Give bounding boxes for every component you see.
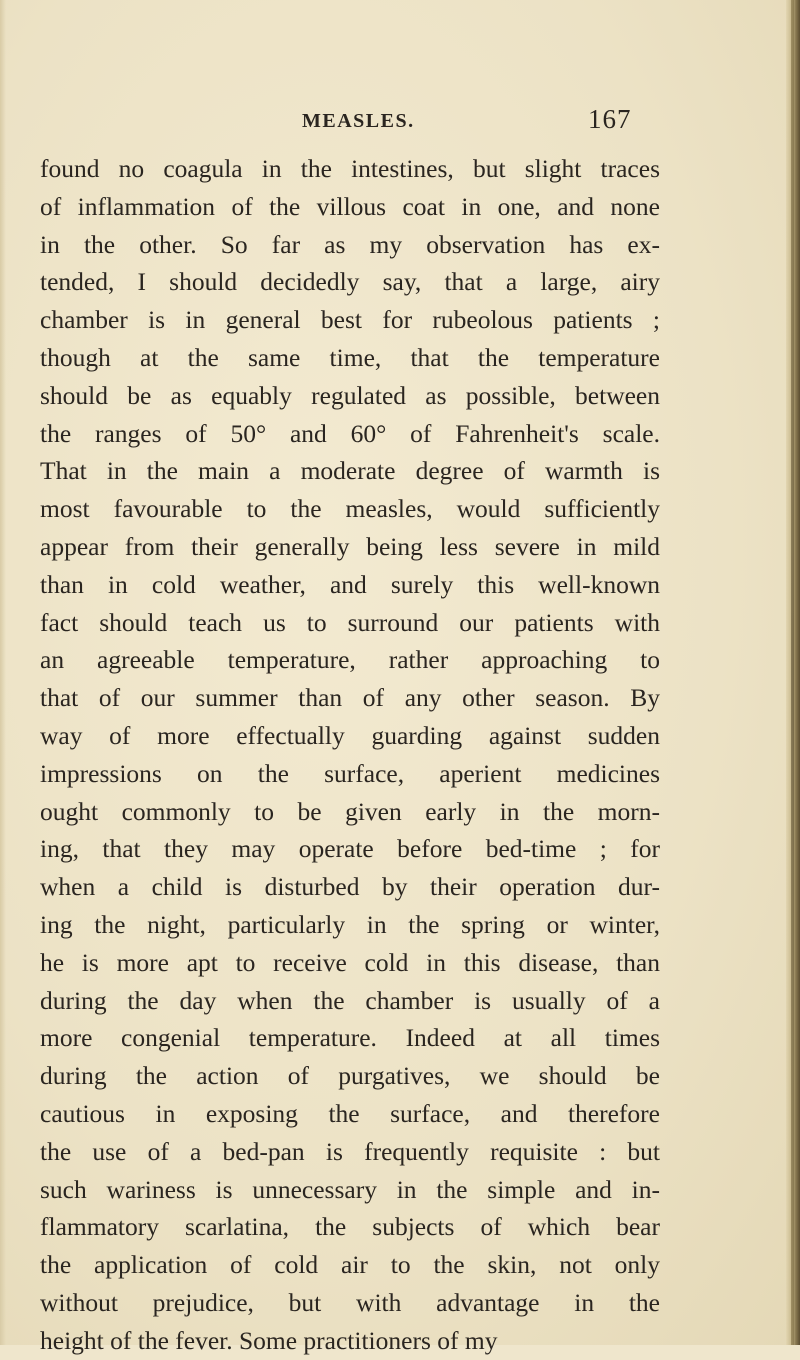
text-line: cautious in exposing the surface, and therefore: [40, 1098, 660, 1128]
text-line: ing the night, particularly in the spring or winter,: [40, 909, 660, 939]
text-line: chamber is in general best for rubeolous patients ;: [40, 305, 660, 335]
text-line: height of the fever. Some practitioners of my: [40, 1325, 498, 1355]
text-line: impressions on the surface, aperient medicines: [40, 758, 660, 788]
text-line: the use of a bed-pan is frequently requisite : but: [40, 1136, 660, 1166]
text-line: without prejudice, but with advantage in the: [40, 1287, 660, 1317]
text-line: an agreeable temperature, rather approaching to: [40, 645, 660, 675]
text-line: when a child is disturbed by their operation dur-: [40, 872, 660, 902]
text-line: should be as equably regulated as possible, between: [40, 380, 660, 410]
text-line: most favourable to the measles, would sufficiently: [40, 494, 660, 524]
text-line: of inflammation of the villous coat in one, and none: [40, 191, 660, 221]
page-left-edge: [0, 0, 6, 1345]
text-line: in the other. So far as my observation has ex-: [40, 229, 660, 259]
text-line: That in the main a moderate degree of warmth is: [40, 456, 660, 486]
text-line: fact should teach us to surround our patients with: [40, 607, 660, 637]
body-text: [40, 150, 660, 1360]
text-line: found no coagula in the intestines, but slight traces: [40, 154, 660, 183]
text-line: the ranges of 50° and 60° of Fahrenheit's scale.: [40, 418, 660, 448]
text-line: tended, I should decidedly say, that a large, airy: [40, 267, 660, 297]
text-line: he is more apt to receive cold in this disease, than: [40, 947, 660, 977]
text-line: than in cold weather, and surely this well-known: [40, 569, 660, 599]
text-line: during the day when the chamber is usually of a: [40, 985, 660, 1015]
text-line: way of more effectually guarding against sudden: [40, 720, 660, 750]
text-line: ought commonly to be given early in the morn-: [40, 796, 660, 826]
text-line: more congenial temperature. Indeed at all times: [40, 1023, 660, 1053]
page-number: 167: [588, 104, 632, 134]
text-line: flammatory scarlatina, the subjects of which bear: [40, 1212, 660, 1242]
running-head: MEASLES.: [302, 110, 415, 132]
page-binding-shadow: [791, 0, 794, 1345]
text-line: that of our summer than of any other season. By: [40, 683, 660, 713]
text-line: though at the same time, that the temperature: [40, 342, 660, 372]
text-line: during the action of purgatives, we should be: [40, 1061, 660, 1091]
text-line: ing, that they may operate before bed-time ; for: [40, 834, 660, 864]
page-header: [0, 104, 800, 140]
text-line: such wariness is unnecessary in the simple and in-: [40, 1174, 660, 1204]
text-line: appear from their generally being less severe in mild: [40, 531, 660, 561]
text-line: the application of cold air to the skin, not only: [40, 1250, 660, 1280]
